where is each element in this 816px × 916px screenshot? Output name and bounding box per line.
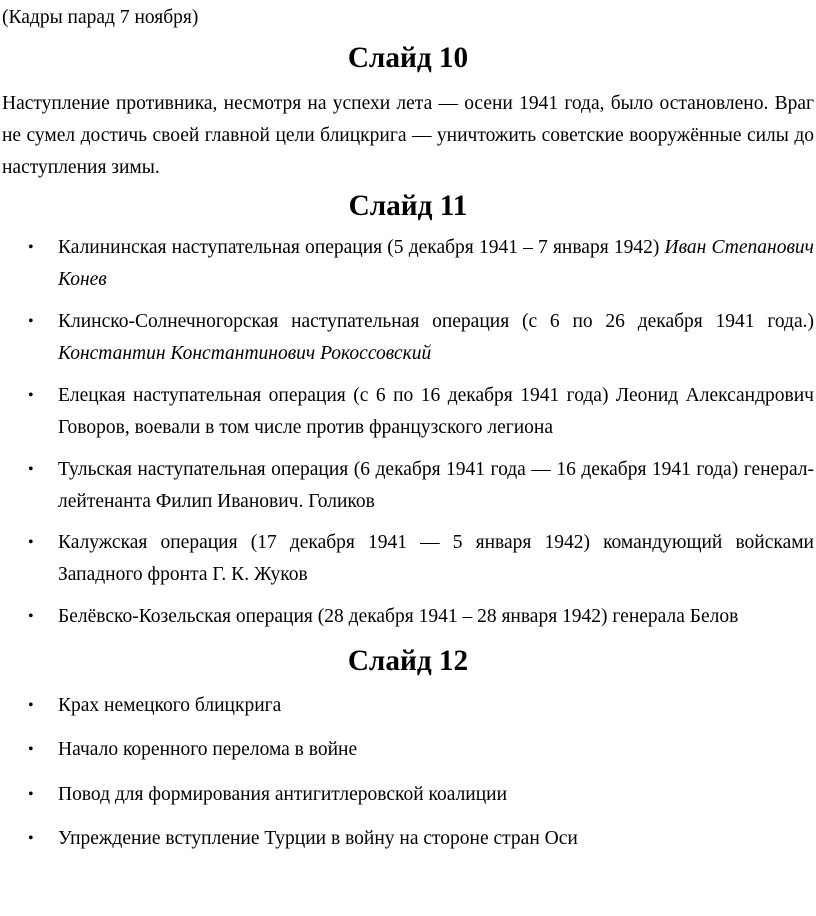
list-item-text: Елецкая наступательная операция (с 6 по 16 декабря 1941 года) Леонид Александрович Говоров, воевали в том числе против французского легиона [58, 385, 814, 438]
operation-text: Клинско-Солнечногорская наступательная операция (с 6 по 26 декабря 1941 года.) [58, 311, 814, 332]
list-item-text: Тульская наступательная операция (6 декабря 1941 года — 16 декабря 1941 года) генерал-лейтенанта Филип Иванович. Голиков [58, 459, 814, 512]
list-item-text: Начало коренного перелома в войне [58, 739, 358, 760]
list-item-text: Белёвско-Козельская операция (28 декабря 1941 – 28 января 1942) генерала Белов [58, 606, 739, 627]
slide-10-paragraph: Наступление противника, несмотря на успехи лета — осени 1941 года, было остановлено. Враг не сумел достичь своей главной цели блицкрига — уничтожить советские вооружённые силы до наступления зимы. [2, 93, 814, 178]
bullet-icon: • [28, 313, 34, 330]
list-item [28, 380, 814, 444]
intro-note: (Кадры парад 7 ноября) [2, 7, 199, 28]
list-item [28, 779, 814, 811]
slide-11-heading: Слайд 11 [348, 190, 468, 222]
bullet-icon: • [28, 697, 34, 714]
bullet-icon: • [28, 608, 34, 625]
bullet-icon: • [28, 387, 34, 404]
bullet-icon: • [28, 741, 34, 758]
list-item-text: Упреждение вступление Турции в войну на стороне стран Оси [58, 828, 578, 849]
list-item-text [58, 232, 814, 296]
list-item-text: Повод для формирования антигитлеровской коалиции [58, 784, 508, 805]
list-item [28, 454, 814, 518]
list-item [28, 690, 814, 722]
list-item-text [58, 306, 814, 370]
slide-12-heading: Слайд 12 [347, 645, 469, 677]
commander-name: Константин Константинович Рокоссовский [58, 343, 432, 364]
bullet-icon: • [28, 786, 34, 803]
bullet-icon: • [28, 830, 34, 847]
bullet-icon: • [28, 461, 34, 478]
bullet-icon: • [28, 534, 34, 551]
operation-text: Калининская наступательная операция (5 декабря 1941 – 7 января 1942) [58, 237, 665, 258]
list-item [28, 306, 814, 370]
list-item [28, 527, 814, 591]
bullet-icon: • [28, 239, 34, 256]
list-item [28, 601, 814, 633]
list-item [28, 823, 814, 855]
list-item-text: Крах немецкого блицкрига [58, 695, 282, 716]
list-item [28, 734, 814, 766]
slide-10-heading: Слайд 10 [347, 42, 469, 74]
list-item-text: Калужская операция (17 декабря 1941 — 5 января 1942) командующий войсками Западного фронта Г. К. Жуков [58, 532, 814, 585]
commander-name: Иван Степанович Конев [58, 237, 814, 290]
list-item [28, 232, 814, 296]
